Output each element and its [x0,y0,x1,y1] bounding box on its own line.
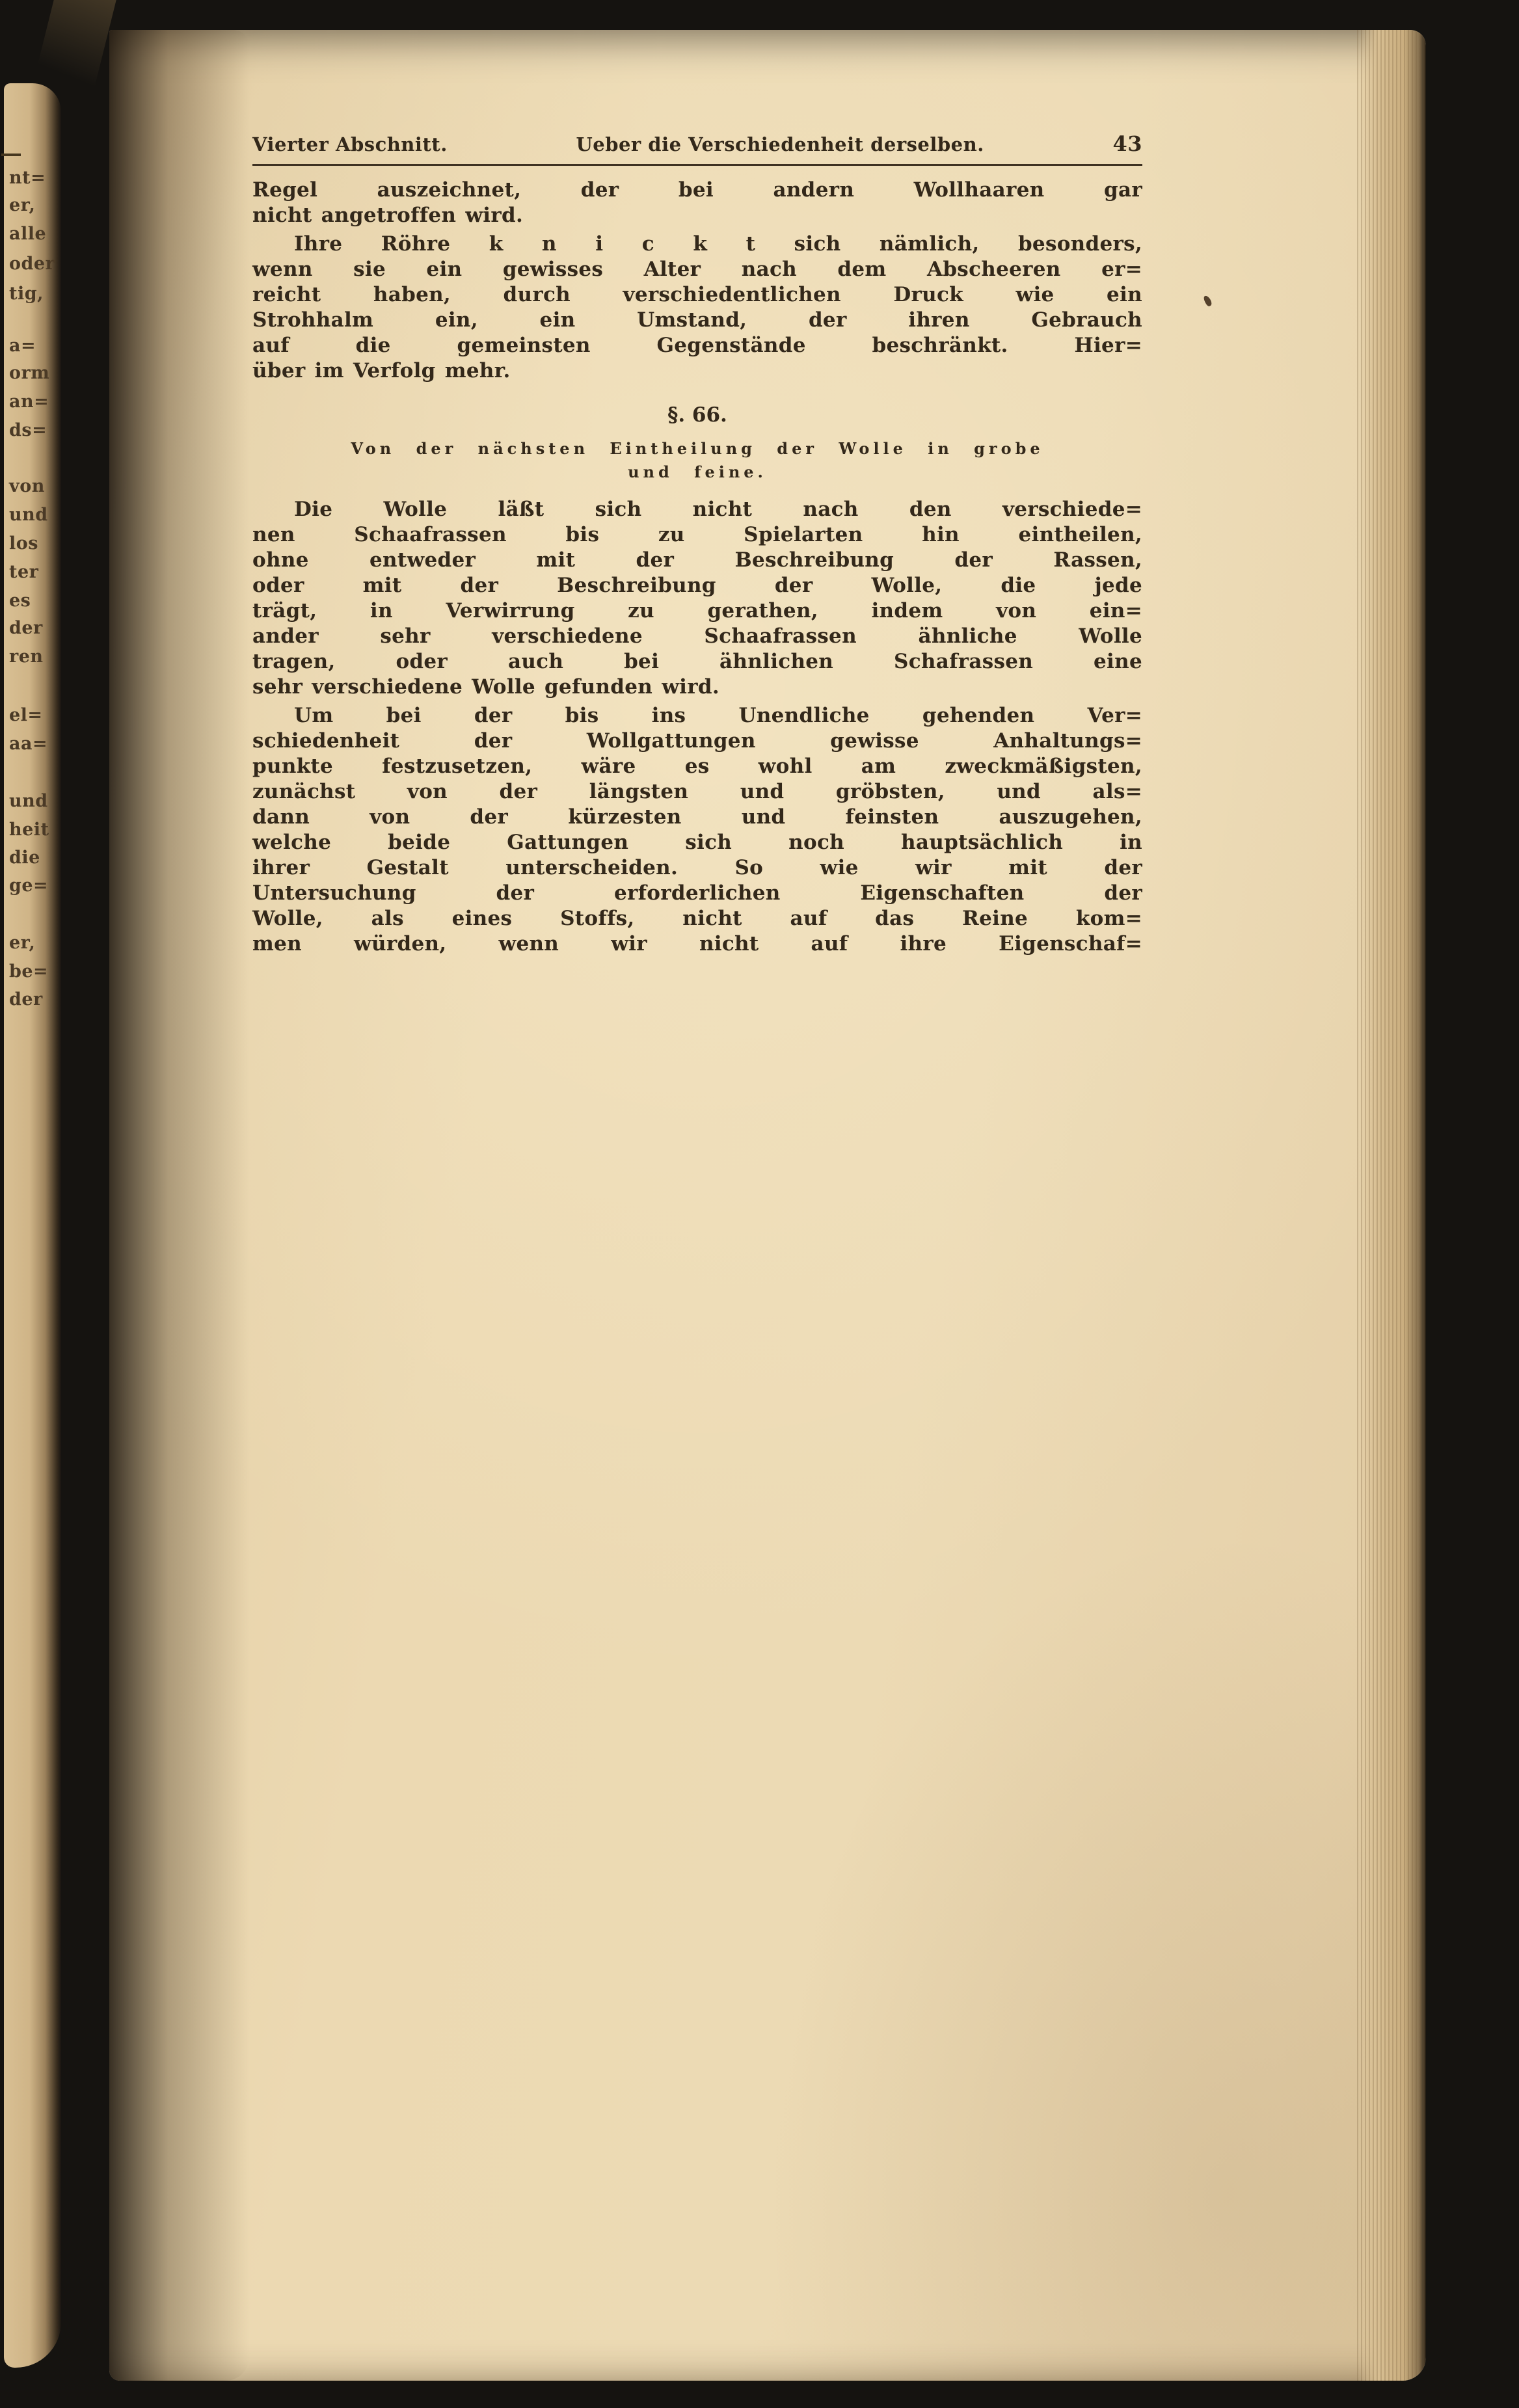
text-line: men würden, wenn wir nicht auf ihre Eigenschaf= [252,932,1142,956]
margin-fragment: nt= [9,168,46,188]
text-line: trägt, in Verwirrung zu gerathen, indem von ein= [252,599,1142,622]
facing-page-rule-fragment [1,154,21,156]
text-line: reicht haben, durch verschiedentlichen Druck wie ein [252,283,1142,306]
section-number: §. 66. [667,403,727,427]
margin-fragment: und [9,791,48,811]
margin-fragment: los [9,533,38,554]
paragraph-roehre [252,232,1142,384]
margin-fragment: an= [9,392,49,412]
margin-fragment: be= [9,961,49,982]
text-line: über im Verfolg mehr. [252,359,511,382]
text-line: Strohhalm ein, ein Umstand, der ihren Gebrauch [252,308,1142,332]
margin-fragment: oder [9,254,55,274]
ink-speck [1203,295,1213,307]
section-title-line: Von der nächsten Eintheilung der Wolle in grobe [351,439,1044,458]
running-header [252,131,1142,156]
section-title-line: und feine. [628,462,767,481]
running-title: Ueber die Verschiedenheit derselben. [576,133,984,155]
margin-fragment: ds= [9,420,47,440]
margin-fragment: und [9,505,48,525]
text-line: Die Wolle läßt sich nicht nach den verschiede= [294,498,1142,521]
text-line: Um bei der bis ins Unendliche gehenden Ver= [294,704,1142,727]
page-text [252,131,1142,957]
margin-fragment: ter [9,562,39,582]
text-line: punkte festzusetzen, wäre es wohl am zweckmäßigsten, [252,755,1142,778]
text-line: Wolle, als eines Stoffs, nicht auf das Reine kom= [252,907,1142,930]
margin-fragment: el= [9,705,43,725]
text-line: tragen, oder auch bei ähnlichen Schafrassen eine [252,650,1142,673]
header-rule [252,164,1142,166]
text-line: ander sehr verschiedene Schaafrassen ähnliche Wolle [252,624,1142,648]
text-line: Regel auszeichnet, der bei andern Wollhaaren gar [252,178,1142,202]
text-line: sehr verschiedene Wolle gefunden wird. [252,675,719,699]
margin-fragment: alle [9,224,47,244]
section-label: Vierter Abschnitt. [252,133,448,155]
paragraph-um [252,703,1142,957]
margin-fragment: die [9,848,40,868]
page-number: 43 [1112,131,1142,156]
text-line: Untersuchung der erforderlichen Eigenschaften der [252,881,1142,905]
margin-fragment: der [9,618,43,638]
text-line: welche beide Gattungen sich noch hauptsächlich in [252,831,1142,854]
margin-fragment: a= [9,336,36,356]
margin-fragment: aa= [9,734,48,754]
text-line: Ihre Röhre k n i c k t sich nämlich, besonders, [294,232,1142,256]
text-line: nen Schaafrassen bis zu Spielarten hin eintheilen, [252,523,1142,546]
margin-fragment: es [9,591,31,611]
margin-fragment: orm [9,363,50,383]
text-line: wenn sie ein gewisses Alter nach dem Abscheeren er= [252,258,1142,281]
fore-edge-pages [1357,30,1426,2381]
text-line: nicht angetroffen wird. [252,204,524,227]
margin-fragment: er, [9,933,36,953]
margin-fragment: ren [9,647,44,667]
gutter-shadow [109,30,249,2381]
margin-fragment: von [9,476,45,496]
text-line: zunächst von der längsten und gröbsten, und als= [252,780,1142,803]
text-line: dann von der kürzesten und feinsten auszugehen, [252,805,1142,829]
paragraph-wolle [252,497,1142,700]
text-line: oder mit der Beschreibung der Wolle, die jede [252,574,1142,597]
text-line: ihrer Gestalt unterscheiden. So wie wir mit der [252,856,1142,879]
text-line: schiedenheit der Wollgattungen gewisse Anhaltungs= [252,729,1142,753]
paragraph-continued [252,178,1142,228]
section-heading [252,403,1142,484]
book-page [109,30,1426,2381]
text-line: auf die gemeinsten Gegenstände beschränkt. Hier= [252,334,1142,357]
text-line: ohne entweder mit der Beschreibung der Rassen, [252,548,1142,572]
margin-fragment: tig, [9,284,44,304]
margin-fragment: ge= [9,876,49,896]
margin-fragment: der [9,989,43,1010]
margin-fragment: er, [9,195,36,215]
margin-fragment: heit [9,820,49,840]
